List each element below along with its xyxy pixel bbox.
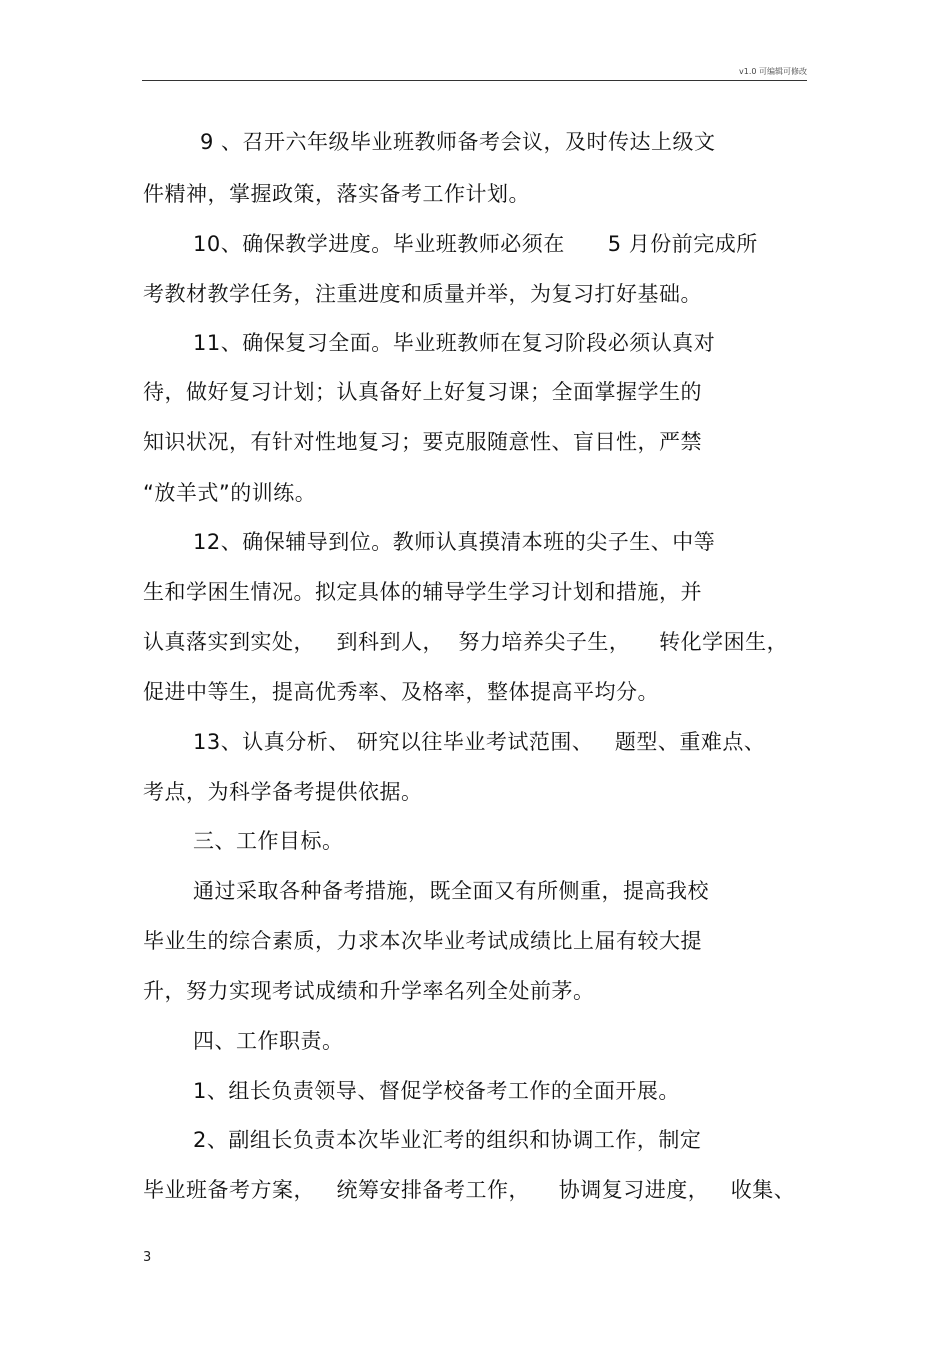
text-line: 待，做好复习计划；认真备好上好复习课；全面掌握学生的 xyxy=(143,380,702,404)
header-version-text: v1.0 可编辑可修改 xyxy=(739,67,807,76)
text-line: 2、副组长负责本次毕业汇考的组织和协调工作，制定 xyxy=(193,1128,702,1152)
text-line: 通过采取各种备考措施，既全面又有所侧重，提高我校 xyxy=(193,879,709,903)
header-rule xyxy=(142,80,807,81)
text-line: 毕业生的综合素质，力求本次毕业考试成绩比上届有较大提 xyxy=(143,929,702,953)
text-line: 1、组长负责领导、督促学校备考工作的全面开展。 xyxy=(193,1079,680,1103)
text-line: 知识状况，有针对性地复习；要克服随意性、盲目性，严禁 xyxy=(143,430,702,454)
section-heading: 四、工作职责。 xyxy=(193,1029,344,1053)
text-line: 10、确保教学进度。毕业班教师必须在 5 月份前完成所 xyxy=(193,232,758,256)
text-line: 升，努力实现考试成绩和升学率名列全处前茅。 xyxy=(143,979,595,1003)
text-line: 12、确保辅导到位。教师认真摸清本班的尖子生、中等 xyxy=(193,530,716,554)
text-line: 促进中等生，提高优秀率、及格率，整体提高平均分。 xyxy=(143,680,659,704)
text-line: 9 、召开六年级毕业班教师备考会议，及时传达上级文 xyxy=(200,130,716,154)
text-line: “放羊式”的训练。 xyxy=(143,481,317,505)
text-line: 件精神，掌握政策，落实备考工作计划。 xyxy=(143,182,530,206)
text-line: 11、确保复习全面。毕业班教师在复习阶段必须认真对 xyxy=(193,331,716,355)
text-line: 13、认真分析、 研究以往毕业考试范围、 题型、重难点、 xyxy=(193,730,766,754)
page-number: 3 xyxy=(143,1250,152,1265)
text-line: 生和学困生情况。拟定具体的辅导学生学习计划和措施，并 xyxy=(143,580,702,604)
text-line: 毕业班备考方案， 统筹安排备考工作， 协调复习进度， 收集、 xyxy=(143,1178,796,1202)
section-heading: 三、工作目标。 xyxy=(193,829,344,853)
text-line: 考点，为科学备考提供依据。 xyxy=(143,780,423,804)
text-line: 考教材教学任务，注重进度和质量并举，为复习打好基础。 xyxy=(143,282,702,306)
text-line: 认真落实到实处， 到科到人， 努力培养尖子生， 转化学困生， xyxy=(143,630,789,654)
